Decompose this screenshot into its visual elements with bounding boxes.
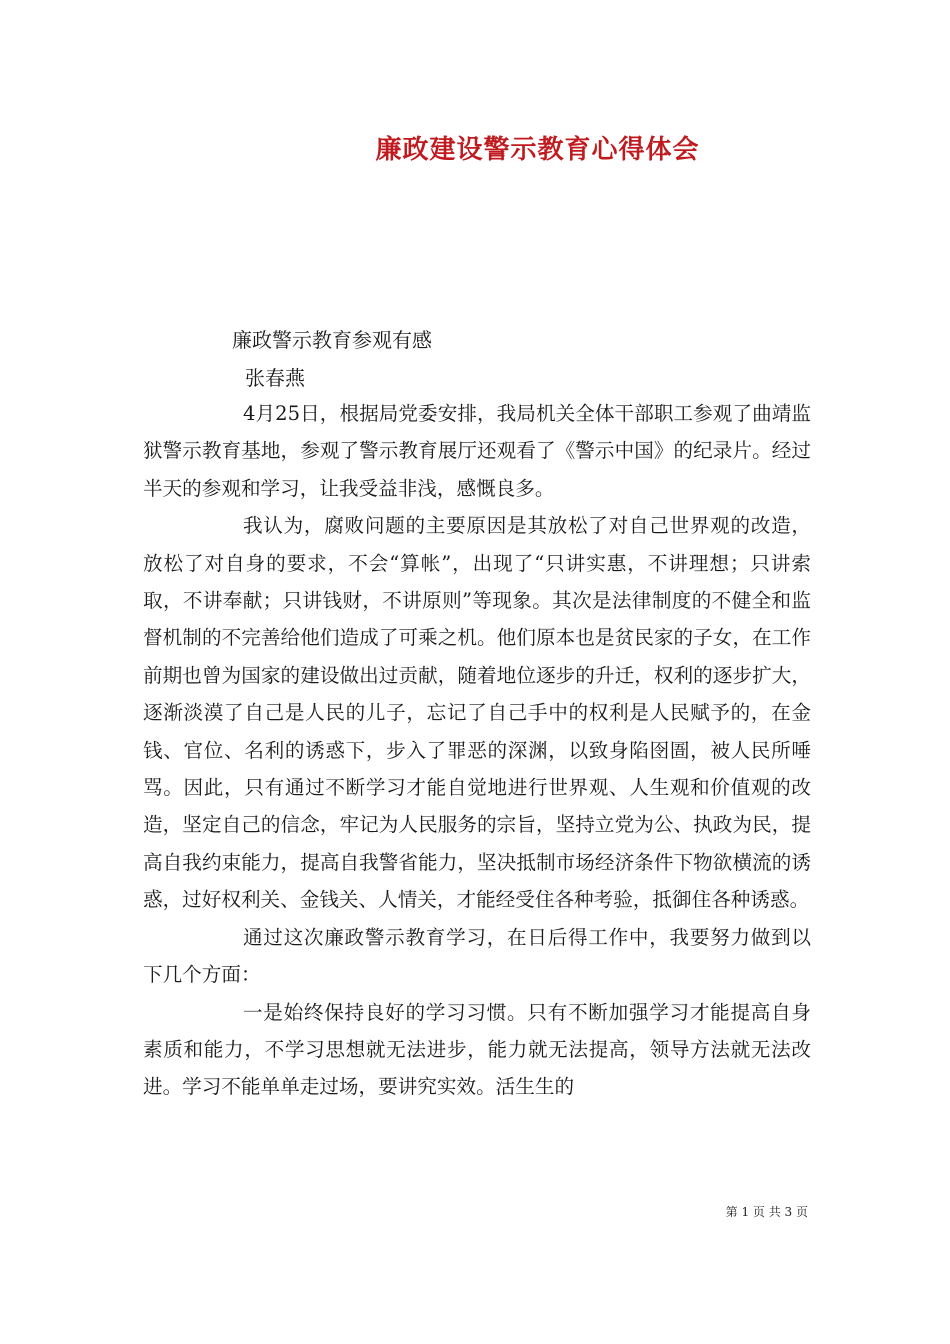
paragraph: 我认为，腐败问题的主要原因是其放松了对自己世界观的改造，放松了对自身的要求，不会“算帐”，出现了“只讲实惠，不讲理想；只讲索取，不讲奉献；只讲钱财，不讲原则”等现象。其次是法律制度的不健全和监督机制的不完善给他们造成了可乘之机。他们原本也是贫民家的子女，在工作前期也曾为国家的建设做出过贡献，随着地位逐步的升迁，权利的逐步扩大，逐渐淡漠了自己是人民的儿子，忘记了自己手中的权利是人民赋予的，在金钱、官位、名利的诱惑下，步入了罪恶的深渊，以致身陷囹圄，被人民所唾骂。因此，只有通过不断学习才能自觉地进行世界观、人生观和价值观的改造，坚定自己的信念，牢记为人民服务的宗旨，坚持立党为公、执政为民，提高自我约束能力，提高自我警省能力，坚决抵制市场经济条件下物欲横流的诱惑，过好权利关、金钱关、人情关，才能经受住各种考验，抵御住各种诱惑。: [143, 514, 811, 912]
author-name: 张春燕: [245, 366, 305, 390]
paragraph: 4月25日，根据局党委安排，我局机关全体干部职工参观了曲靖监狱警示教育基地，参观了警示教育展厅还观看了《警示中国》的纪录片。经过半天的参观和学习，让我受益非浅，感慨良多。: [143, 402, 811, 500]
document-title: 廉政建设警示教育心得体会: [375, 135, 700, 165]
document-subtitle: 廉政警示教育参观有感: [232, 328, 432, 352]
paragraph: 一是始终保持良好的学习习惯。只有不断加强学习才能提高自身素质和能力，不学习思想就无法进步，能力就无法提高，领导方法就无法改进。学习不能单单走过场，要讲究实效。活生生的: [143, 1000, 811, 1099]
paragraph: 通过这次廉政警示教育学习，在日后得工作中，我要努力做到以下几个方面：: [143, 925, 811, 987]
document-body: [143, 395, 811, 1106]
page-number-footer: 第 1 页 共 3 页: [725, 1205, 808, 1219]
